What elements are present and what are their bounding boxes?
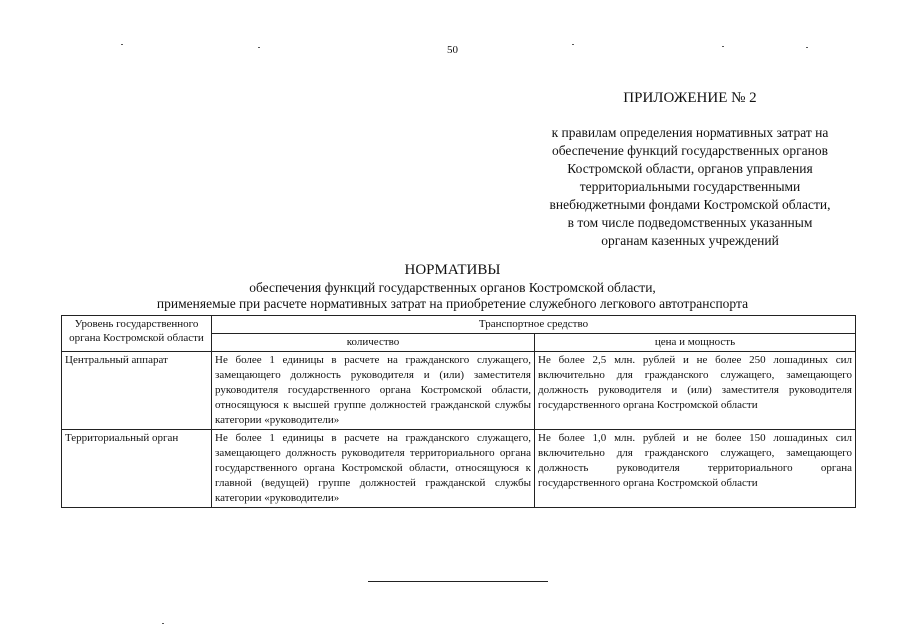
row-price: Не более 2,5 млн. рублей и не более 250 лошадиных сил включительно для гражданского служащего, замещающего должность руководителя и (или) заместителя руководителя государственного органа Костромской области [535,352,856,430]
appendix-subtitle-line: органам казенных учреждений [601,233,779,248]
scan-speck [572,44,574,45]
row-level: Территориальный орган [62,430,212,508]
table-row [62,430,856,508]
appendix-subtitle [520,124,860,250]
norms-title: НОРМАТИВЫ [404,262,501,278]
row-quantity: Не более 1 единицы в расчете на гражданского служащего, замещающего должность руководителя территориального органа государственного органа Костромской области, относящуюся к главной (ведущей) группе должностей гражданской службы категории «руководители» [212,430,535,508]
row-quantity: Не более 1 единицы в расчете на гражданского служащего, замещающего должность руководителя и (или) заместителя руководителя государственного органа Костромской области, относящуюся к высшей группе должностей гражданской службы категории «руководители» [212,352,535,430]
scan-speck [722,46,724,47]
header-quantity: количество [212,334,535,352]
scan-speck [121,44,123,45]
table-header-row [62,316,856,334]
header-level: Уровень государственного органа Костромской области [62,316,212,352]
norms-subtitle-line: применяемые при расчете нормативных затрат на приобретение служебного легкового автотранспорта [156,296,749,311]
scan-speck [806,47,808,48]
appendix-subtitle-line: в том числе подведомственных указанным [567,215,813,230]
row-level: Центральный аппарат [62,352,212,430]
page-number: 50 [447,44,458,56]
table-row [62,352,856,430]
norms-subtitle-line: обеспечения функций государственных органов Костромской области, [249,280,656,295]
appendix-subtitle-line: обеспечение функций государственных органов [551,143,829,158]
header-price: цена и мощность [535,334,856,352]
appendix-subtitle-line: Костромской области, органов управления [567,161,813,176]
footer-rule [368,581,548,582]
appendix-title: ПРИЛОЖЕНИЕ № 2 [623,90,757,106]
scan-speck [258,47,260,48]
appendix-subtitle-line: внебюджетными фондами Костромской области, [549,197,831,212]
appendix-subtitle-line: к правилам определения нормативных затрат на [551,125,829,140]
norms-table [61,315,856,508]
scan-speck [162,623,164,624]
row-price: Не более 1,0 млн. рублей и не более 150 лошадиных сил включительно для гражданского служащего, замещающего должность руководителя территориального органа государственного органа Костромской области [535,430,856,508]
norms-subtitle [0,280,905,312]
appendix-subtitle-line: территориальными государственными [579,179,801,194]
header-transport: Транспортное средство [212,316,856,334]
